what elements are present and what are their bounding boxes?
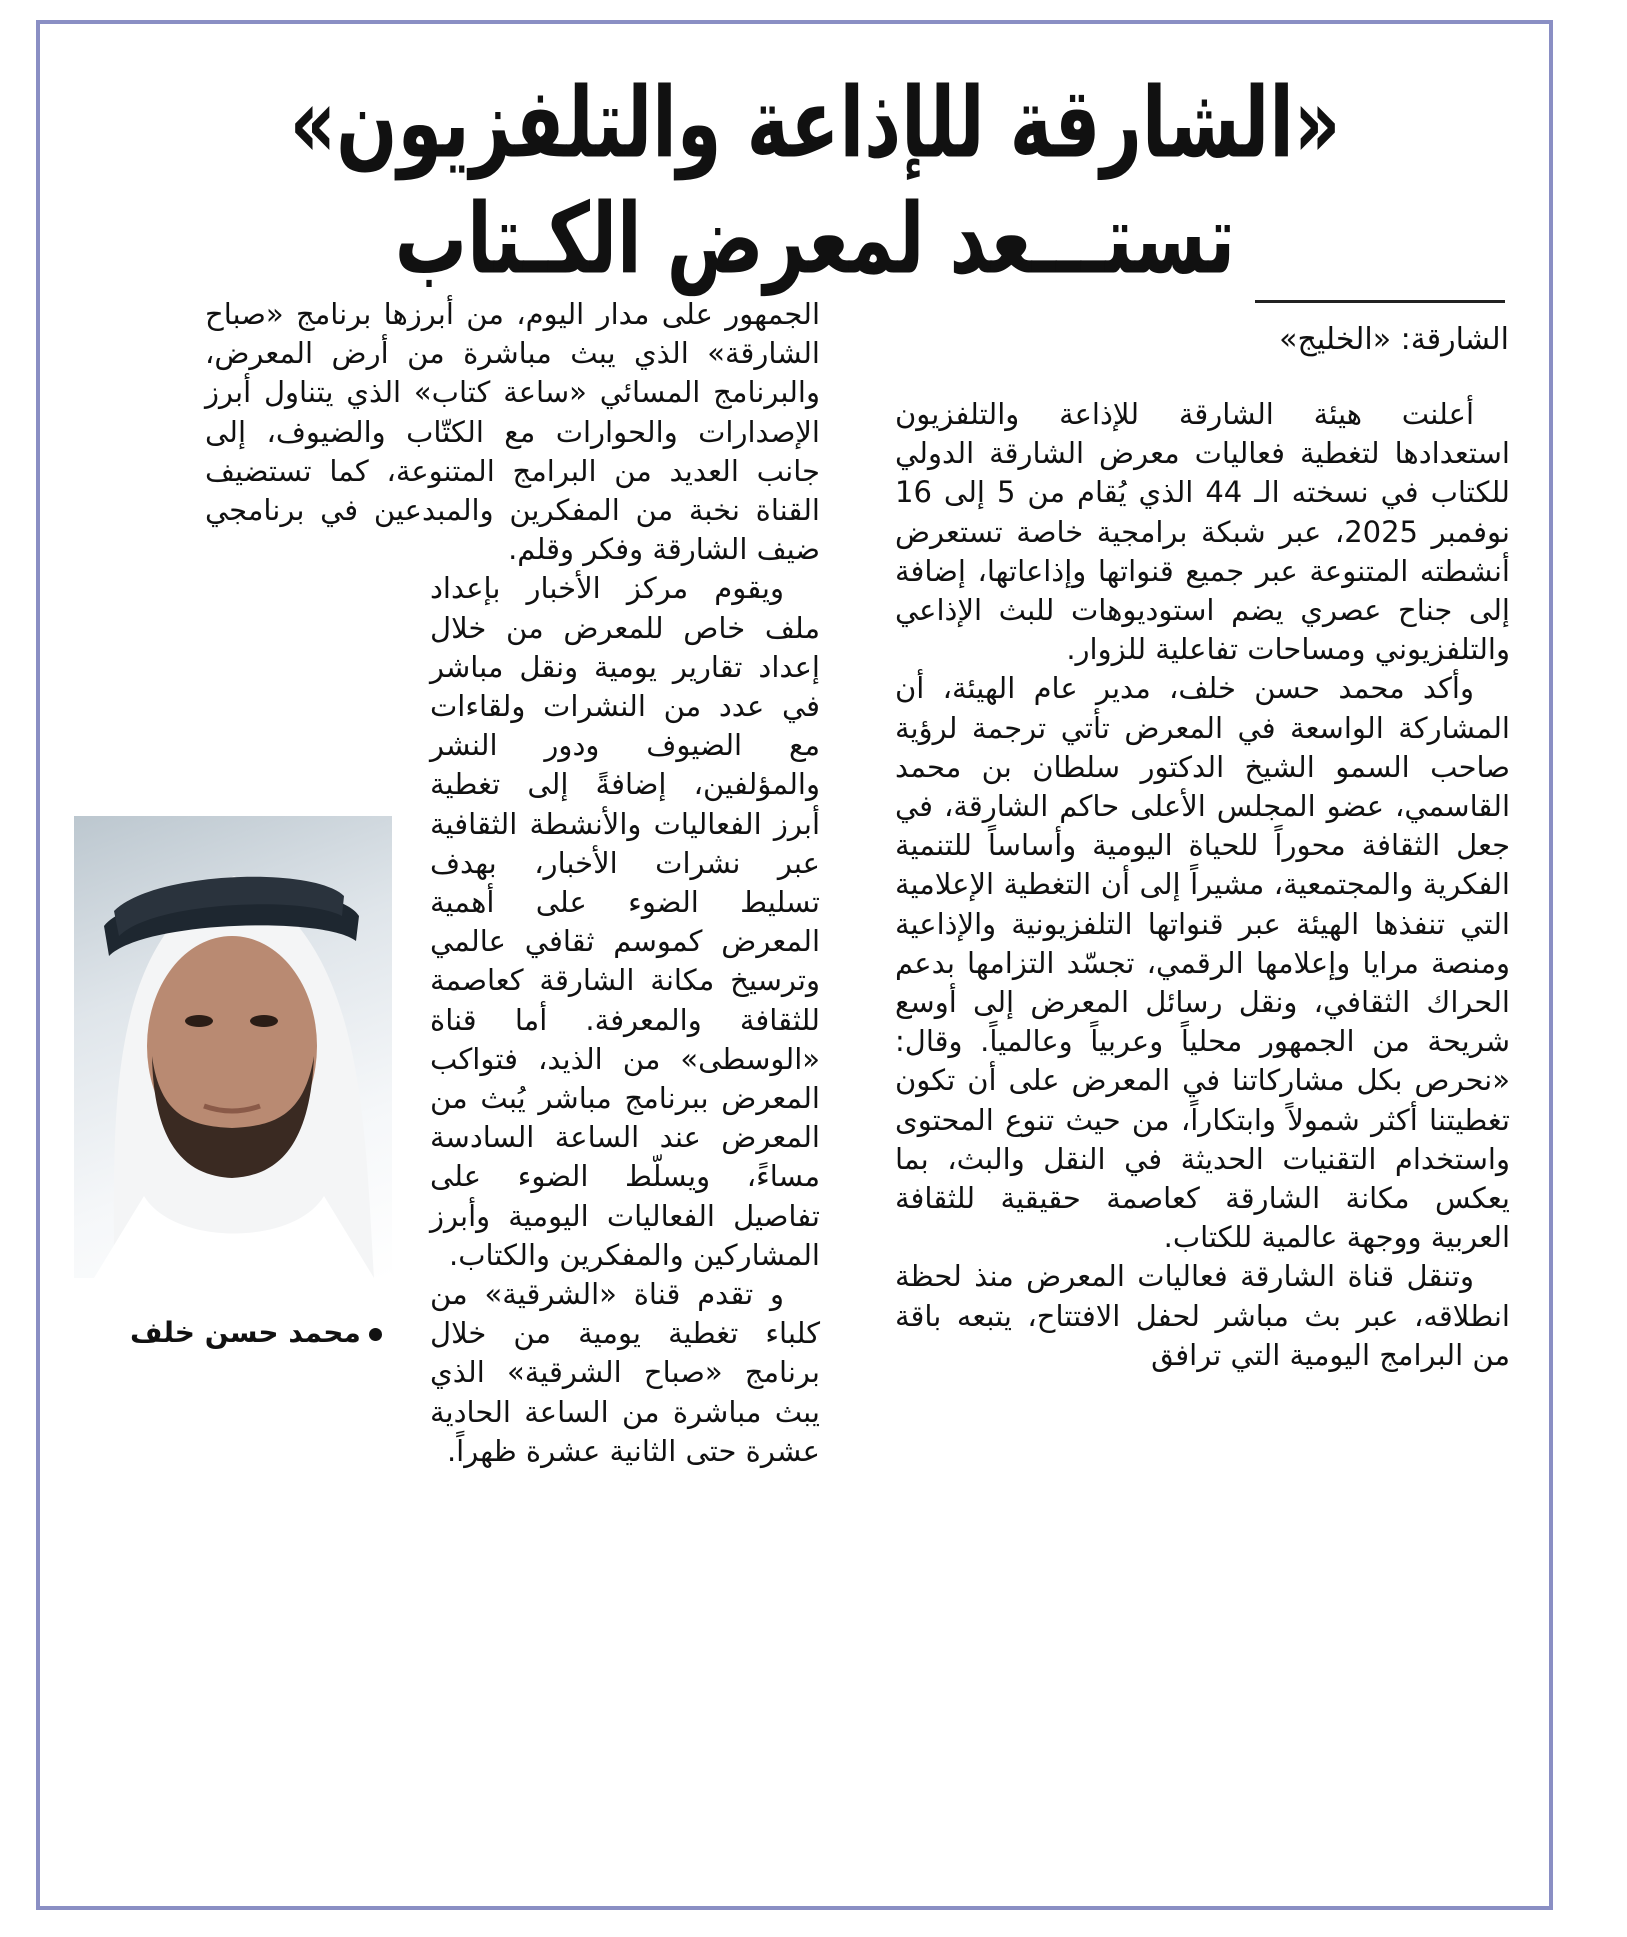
portrait-photo	[74, 816, 392, 1278]
headline-line-1: «الشارقة للإذاعة والتلفزيون»	[289, 66, 1341, 180]
photo-caption-text: محمد حسن خلف	[130, 1316, 361, 1349]
portrait-illustration	[74, 816, 392, 1278]
paragraph: و تقدم قناة «الشرقية» من كلباء تغطية يومية من خلال برنامج «صباح الشرقية» الذي يبث مباشرة من الساعة الحادية عشرة حتى الثانية عشرة ظهراً.	[430, 1277, 820, 1468]
headline-line-2: تستـــعد لمعرض الكـتاب	[394, 182, 1236, 296]
byline-rule	[1255, 300, 1505, 303]
eye-right	[250, 1015, 278, 1027]
eye-left	[185, 1015, 213, 1027]
bullet-icon	[369, 1328, 382, 1341]
paragraph: الجمهور على مدار اليوم، من أبرزها برنامج «صباح الشارقة» الذي يبث مباشرة من أرض المعرض، والبرنامج المسائي «ساعة كتاب» الذي يتناول أبرز الإصدارات والحوارات مع الكتّاب والضيوف، إلى جانب العديد من البرامج المتنوعة، كما تستضيف القناة نخبة من المفكرين والمبدعين في برنامجي ضيف الشارقة وفكر وقلم.	[205, 297, 820, 567]
paragraph: وأكد محمد حسن خلف، مدير عام الهيئة، أن المشاركة الواسعة في المعرض تأتي ترجمة لرؤية صاحب السمو الشيخ الدكتور سلطان بن محمد القاسمي، عضو المجلس الأعلى حاكم الشارقة، في جعل الثقافة محوراً للحياة اليومية وأساساً للتنمية الفكرية والمجتمعية، مشيراً إلى أن التغطية الإعلامية التي تنفذها الهيئة عبر قنواتها التلفزيونية والإذاعية ومنصة مرايا وإعلامها الرقمي، تجسّد التزامها بدعم الحراك الثقافي، ونقل رسائل المعرض إلى أوسع شريحة من الجمهور محلياً وعربياً وعالمياً. وقال: «نحرص بكل مشاركاتنا في المعرض على أن تكون تغطيتنا أكثر شمولاً وابتكاراً، من حيث تنوع المحتوى واستخدام التقنيات الحديثة في النقل والبث، بما يعكس مكانة الشارقة كعاصمة حقيقية للثقافة العربية ووجهة عالمية للكتاب.	[895, 671, 1510, 1255]
paragraph: أعلنت هيئة الشارقة للإذاعة والتلفزيون استعدادها لتغطية فعاليات معرض الشارقة الدولي للكتاب في نسخته الـ 44 الذي يُقام من 5 إلى 16 نوفمبر 2025، عبر شبكة برامجية خاصة تستعرض أنشطته المتنوعة عبر جميع قنواتها وإذاعاتها، إضافة إلى جناح عصري يضم استوديوهات للبث الإذاعي والتلفزيوني ومساحات تفاعلية للزوار.	[895, 397, 1510, 667]
article-column-right	[895, 395, 1510, 1375]
paragraph: وتنقل قناة الشارقة فعاليات المعرض منذ لحظة انطلاقه، عبر بث مباشر لحفل الافتتاح، يتبعه باقة من البرامج اليومية التي ترافق	[895, 1259, 1510, 1372]
paragraph: ويقوم مركز الأخبار بإعداد ملف خاص للمعرض من خلال إعداد تقارير يومية ونقل مباشر في عدد من النشرات ولقاءات مع الضيوف ودور النشر والمؤلفين، إضافةً إلى تغطية أبرز الفعاليات والأنشطة الثقافية عبر نشرات الأخبار، بهدف تسليط الضوء على أهمية المعرض كموسم ثقافي عالمي وترسيخ مكانة الشارقة كعاصمة للثقافة والمعرفة. أما قناة «الوسطى» من الذيد، فتواكب المعرض ببرنامج مباشر يُبث من المعرض عند الساعة السادسة مساءً، ويسلّط الضوء على تفاصيل الفعاليات اليومية وأبرز المشاركين والمفكرين والكتاب.	[430, 571, 820, 1272]
photo-caption	[130, 1315, 382, 1351]
byline: الشارقة: «الخليج»	[1279, 322, 1509, 357]
